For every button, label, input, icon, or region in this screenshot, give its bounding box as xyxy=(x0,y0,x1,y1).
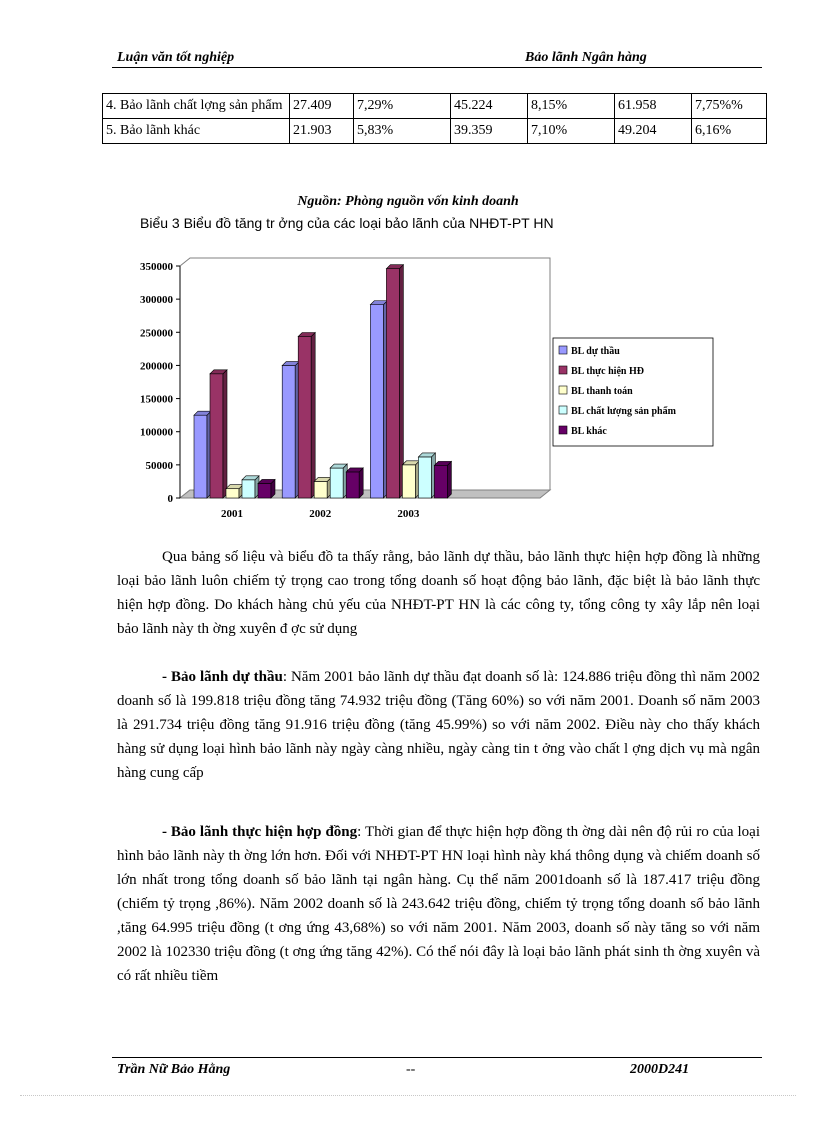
table-cell: 8,15% xyxy=(528,94,615,119)
header-left: Luận văn tốt nghiệp xyxy=(117,50,235,65)
bar xyxy=(282,362,299,498)
bar-front xyxy=(386,269,399,498)
table-source-note: Nguồn: Phòng nguồn vốn kinh doanh xyxy=(297,194,519,209)
table-cell: 7,75%% xyxy=(692,94,767,119)
footer-page-number: -- xyxy=(406,1062,416,1077)
x-tick-label: 2002 xyxy=(309,508,332,520)
legend-label: BL chất lượng sản phẩm xyxy=(571,406,676,417)
x-tick-label: 2003 xyxy=(397,508,420,520)
table-cell: 7,10% xyxy=(528,119,615,144)
table-cell: 5,83% xyxy=(354,119,451,144)
bar xyxy=(330,464,347,498)
bar-front xyxy=(434,465,447,498)
table-cell: 61.958 xyxy=(615,94,692,119)
paragraph-text-wrap xyxy=(117,820,760,988)
paragraph-performance-guarantee xyxy=(117,820,760,988)
footer-left: Trần Nữ Bảo Hằng xyxy=(117,1062,231,1077)
bar-front xyxy=(346,472,359,498)
paragraph-text: : Thời gian để thực hiện hợp đồng th ờng dài nên độ rủi ro của loại hình bảo lãnh này th ờng lớn hơn. Đối với NHĐT-PT HN loại hình này khá thông dụng và chiếm doanh số lớn nhất trong tổng doanh số bảo lãnh tại ngân hàng. Cụ thể năm 2001doanh số là 187.417 triệu đồng (chiếm tỷ trọng ,86%). Năm 2002 doanh số là 243.642 triệu đồng, chiếm tỷ trọng tổng doanh số bảo lãnh ,tăng 64.995 triệu đồng (t ơng ứng 43,68%) so với năm 2001. Năm 2003, doanh số này tăng so với năm 2002 là 102330 triệu đồng (t ơng ứng tăng 42%). Có thể nói đây là loại bảo lãnh phát sinh th ờng xuyên và có rất nhiều tiềm xyxy=(117,824,760,984)
chart-legend xyxy=(553,338,713,446)
legend-swatch xyxy=(559,426,567,434)
bar-front xyxy=(330,468,343,498)
table-cell: 5. Bảo lãnh khác xyxy=(103,119,290,144)
legend-label: BL thực hiện HĐ xyxy=(571,366,644,377)
bar xyxy=(314,477,331,498)
bar-front xyxy=(370,305,383,498)
header-right: Bảo lãnh Ngân hàng xyxy=(525,50,647,65)
bar-front xyxy=(402,465,415,498)
bar-chart xyxy=(120,250,720,530)
table-cell: 39.359 xyxy=(451,119,528,144)
table-cell: 4. Bảo lãnh chất lợng sản phẩm xyxy=(103,94,290,119)
bar xyxy=(434,461,451,498)
bar-side xyxy=(359,468,363,498)
page-edge-divider xyxy=(20,1095,796,1096)
y-tick-label: 200000 xyxy=(140,360,173,373)
paragraph-summary xyxy=(117,545,760,641)
table-cell: 6,16% xyxy=(692,119,767,144)
bar xyxy=(346,468,363,498)
legend-swatch xyxy=(559,366,567,374)
bar-side xyxy=(447,461,451,498)
bar xyxy=(418,453,435,498)
bar xyxy=(226,485,243,498)
data-table xyxy=(102,93,767,144)
y-tick-label: 50000 xyxy=(145,459,173,472)
paragraph-lead: - Bảo lãnh dự thầu xyxy=(162,669,283,685)
bar xyxy=(210,370,227,498)
bar-side xyxy=(223,370,227,498)
table-cell: 45.224 xyxy=(451,94,528,119)
y-tick-label: 350000 xyxy=(140,261,173,273)
bar xyxy=(242,476,259,498)
bar xyxy=(370,301,387,498)
bar-front xyxy=(258,483,271,498)
table-cell: 27.409 xyxy=(290,94,354,119)
bar-front xyxy=(282,366,295,498)
bar-front xyxy=(314,481,327,498)
y-tick-label: 300000 xyxy=(140,294,173,307)
bar xyxy=(386,265,403,498)
table-cell: 49.204 xyxy=(615,119,692,144)
chart-bars xyxy=(194,265,451,498)
paragraph-text-wrap xyxy=(117,665,760,785)
legend-swatch xyxy=(559,406,567,414)
legend-label: BL dự thầu xyxy=(571,346,620,357)
table-row xyxy=(103,119,767,144)
legend-swatch xyxy=(559,386,567,394)
legend-swatch xyxy=(559,346,567,354)
bar-front xyxy=(210,374,223,498)
y-tick-label: 150000 xyxy=(140,393,173,406)
legend-label: BL khác xyxy=(571,426,607,437)
paragraph-bid-guarantee xyxy=(117,665,760,785)
bar-front xyxy=(194,415,207,498)
bar-front xyxy=(298,337,311,498)
table-cell: 7,29% xyxy=(354,94,451,119)
footer-rule xyxy=(112,1057,762,1058)
paragraph-text: Qua bảng số liệu và biểu đồ ta thấy rằng, bảo lãnh dự thầu, bảo lãnh thực hiện hợp đồng là những loại bảo lãnh luôn chiếm tỷ trọng cao trong tổng doanh số hoạt động bảo lãnh, đặc biệt là bảo lãnh thực hiện hợp đồng. Do khách hàng chủ yếu của NHĐT-PT HN là các công ty, tổng công ty xây lắp nên loại bảo lãnh này th ờng xuyên đ ợc sử dụng xyxy=(117,549,760,637)
bar-front xyxy=(242,480,255,498)
y-tick-label: 0 xyxy=(167,493,173,505)
bar xyxy=(258,479,275,498)
bar xyxy=(194,411,211,498)
chart-caption: Biểu 3 Biểu đồ tăng tr ởng của các loại bảo lãnh của NHĐT-PT HN xyxy=(140,215,554,231)
paragraph-lead: - Bảo lãnh thực hiện hợp đồng xyxy=(162,824,358,840)
legend-label: BL thanh toán xyxy=(571,386,633,397)
y-tick-label: 100000 xyxy=(140,426,173,439)
bar xyxy=(298,333,315,498)
y-tick-label: 250000 xyxy=(140,327,173,340)
bar xyxy=(402,461,419,498)
bar-front xyxy=(418,457,431,498)
paragraph-text: : Năm 2001 bảo lãnh dự thầu đạt doanh số là: 124.886 triệu đồng thì năm 2002 doanh số là 199.818 triệu đồng tăng 74.932 triệu đồng (Tăng 60%) so với năm 2001. Doanh số năm 2003 là 291.734 triệu đồng tăng 91.916 triệu đồng (tăng 45.99%) so với năm 2002. Điều này cho thấy khách hàng sử dụng loại hình bảo lãnh này ngày càng nhiều, ngày càng tin t ởng vào chất l ợng dịch vụ mà ngân hàng cung cấp xyxy=(117,669,760,781)
footer-right: 2000D241 xyxy=(630,1062,690,1077)
table-cell: 21.903 xyxy=(290,119,354,144)
bar-side xyxy=(311,333,315,498)
header-rule xyxy=(112,67,762,68)
table-row xyxy=(103,94,767,119)
bar-front xyxy=(226,489,239,498)
bar-side xyxy=(399,265,403,498)
x-tick-label: 2001 xyxy=(221,508,243,520)
chart-back-wall xyxy=(180,258,550,498)
